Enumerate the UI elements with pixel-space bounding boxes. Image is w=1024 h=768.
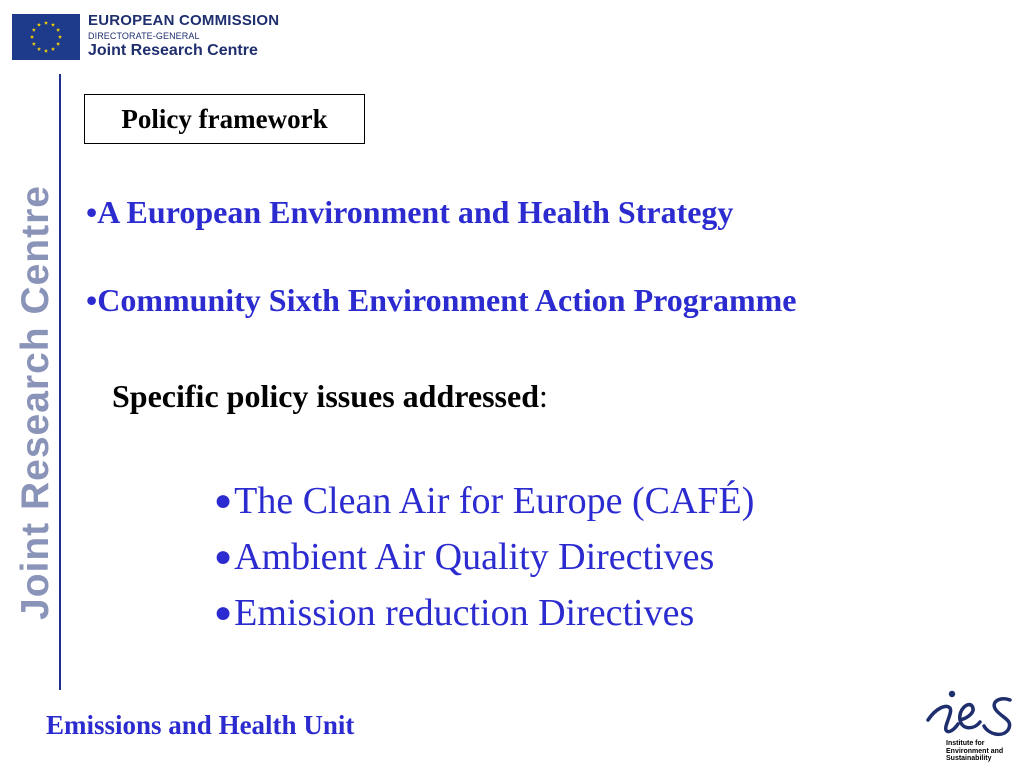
- centre-name: Joint Research Centre: [88, 42, 258, 59]
- ies-wordmark-icon: [922, 686, 1022, 742]
- bullet-item: •A European Environment and Health Strategy: [86, 194, 734, 230]
- directorate-label: DIRECTORATE-GENERAL: [88, 31, 200, 41]
- list-item: [214, 529, 754, 585]
- list-item-text: Emission reduction Directives: [234, 592, 695, 634]
- bullet-dot-icon: ●: [214, 540, 233, 573]
- sub-heading-text: Specific policy issues addressed: [112, 378, 539, 414]
- sub-heading: [112, 378, 548, 415]
- policy-issues-list: [214, 473, 754, 641]
- eu-flag-logo: [12, 14, 80, 60]
- left-divider: [59, 74, 61, 690]
- ies-caption: Institute for Environment and Sustainability: [946, 740, 1004, 762]
- sub-heading-colon: :: [539, 378, 548, 414]
- bullet-dot-icon: ●: [214, 596, 233, 629]
- bullet-item: •Community Sixth Environment Action Programme: [86, 282, 797, 318]
- ies-logo: [922, 686, 1022, 768]
- footer-unit-name: Emissions and Health Unit: [46, 710, 355, 740]
- bullet-dot-icon: ●: [214, 484, 233, 517]
- sidebar-vertical-title: Joint Research Centre: [14, 185, 57, 620]
- header-branding: [88, 12, 279, 60]
- slide-title: Policy framework: [84, 94, 365, 144]
- organization-name: EUROPEAN COMMISSION: [88, 12, 280, 29]
- list-item: [214, 585, 754, 641]
- list-item-text: The Clean Air for Europe (CAFÉ): [234, 480, 755, 522]
- list-item: [214, 473, 754, 529]
- list-item-text: Ambient Air Quality Directives: [234, 536, 715, 578]
- eu-stars-icon: [12, 14, 80, 60]
